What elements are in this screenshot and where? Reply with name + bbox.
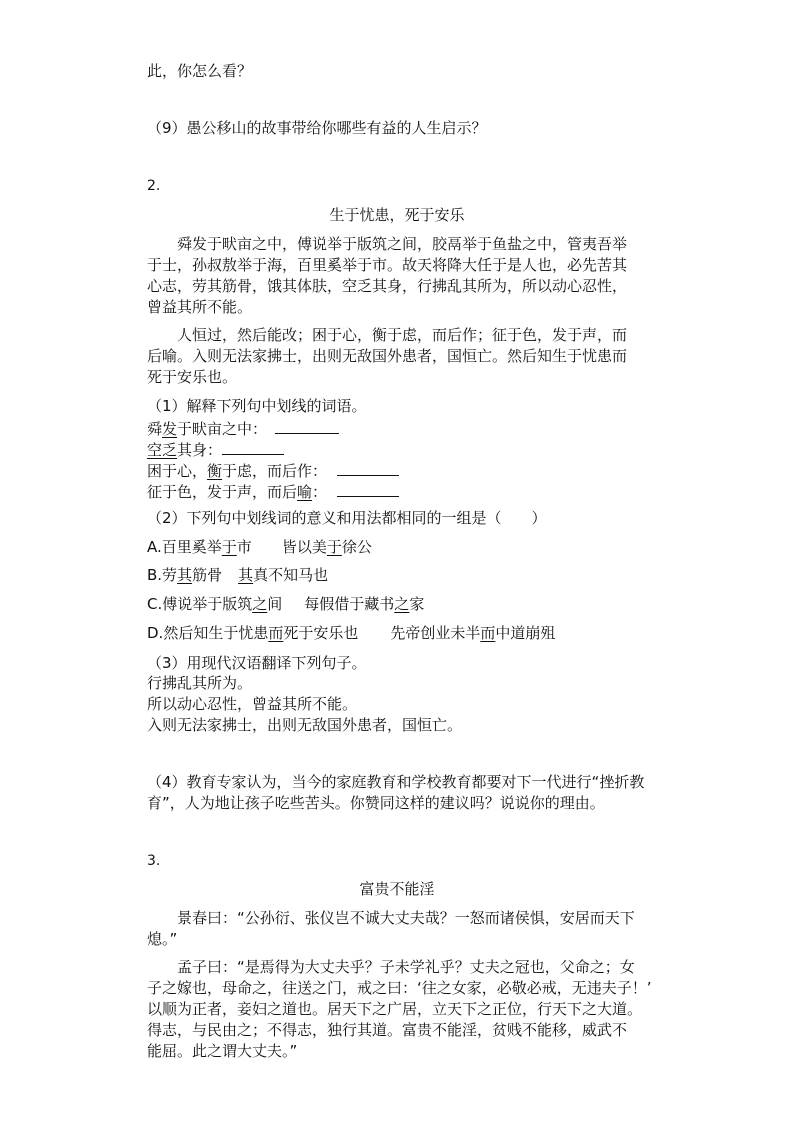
option-d[interactable]: D.然后知生于忧患而死于安乐也 先帝创业未半而中道崩殂 [147, 624, 556, 642]
answer-blank[interactable] [275, 418, 339, 434]
answer-blank[interactable] [337, 460, 399, 476]
passage-line: 后喻。入则无法家拂士，出则无敌国外患者，国恒亡。然后知生于忧患而 [147, 347, 628, 365]
passage-line: 舜发于畎亩之中，傅说举于版筑之间，胶鬲举于鱼盐之中，管夷吾举 [177, 235, 628, 253]
option-c[interactable]: C.傅说举于版筑之间 每假借于藏书之家 [147, 595, 425, 613]
section-2-title: 生于忧患，死于安乐 [329, 206, 465, 224]
section-3-title: 富贵不能淫 [359, 880, 435, 898]
option-a[interactable]: A.百里奚举于市 皆以美于徐公 [147, 538, 372, 556]
passage-line: 子之嫁也，母命之，往送之门，戒之曰：‘往之女家，必敬必戒，无违夫子！’ [147, 979, 652, 997]
answer-blank[interactable] [222, 439, 284, 455]
passage-line: 心志，劳其筋骨，饿其体肤，空乏其身，行拂乱其所为，所以动心忍性， [147, 277, 628, 295]
passage-line: 熄。” [147, 930, 178, 948]
question-3-sentence: 所以动心忍性，曾益其所不能。 [147, 695, 358, 713]
passage-line: 孟子曰：“是焉得为大丈夫乎？子未学礼乎？丈夫之冠也，父命之；女 [177, 958, 635, 976]
question-9: （9）愚公移山的故事带给你哪些有益的人生启示？ [147, 119, 487, 137]
question-3-sentence: 行拂乱其所为。 [147, 674, 253, 692]
question-4-line: （4）教育专家认为，当今的家庭教育和学校教育都要对下一代进行“挫折教 [147, 773, 645, 791]
question-1-item: 征于色，发于声，而后喻： [147, 481, 399, 502]
question-1-item: 舜发于畎亩之中： [147, 418, 339, 439]
section-3-number: 3. [147, 853, 161, 869]
passage-line: 以顺为正者，妾妇之道也。居天下之广居，立天下之正位，行天下之大道。 [147, 1000, 643, 1018]
question-1-prompt: （1）解释下列句中划线的词语。 [147, 397, 367, 415]
question-tail: 此，你怎么看？ [147, 62, 253, 80]
question-2-prompt: （2）下列句中划线词的意义和用法都相同的一组是（ ） [147, 509, 547, 527]
question-1-item: 困于心，衡于虑，而后作： [147, 460, 399, 481]
passage-line: 人恒过，然后能改；困于心，衡于虑，而后作；征于色，发于声，而 [177, 326, 628, 344]
answer-blank[interactable] [337, 481, 399, 497]
passage-line: 得志，与民由之；不得志，独行其道。富贵不能淫，贫贱不能移，威武不 [147, 1021, 628, 1039]
section-2-number: 2. [147, 178, 161, 194]
passage-line: 曾益其所不能。 [147, 298, 253, 316]
question-3-prompt: （3）用现代汉语翻译下列句子。 [147, 654, 367, 672]
passage-line: 景春曰：“公孙衍、张仪岂不诚大丈夫哉？一怒而诸侯惧，安居而天下 [177, 909, 635, 927]
passage-line: 能屈。此之谓大丈夫。” [147, 1042, 298, 1060]
question-4-line: 育”，人为地让孩子吃些苦头。你赞同这样的建议吗？说说你的理由。 [147, 794, 605, 812]
question-3-sentence: 入则无法家拂士，出则无敌国外患者，国恒亡。 [147, 716, 463, 734]
passage-line: 死于安乐也。 [147, 368, 238, 386]
passage-line: 于士，孙叔敖举于海，百里奚举于市。故天将降大任于是人也，必先苦其 [147, 256, 628, 274]
question-1-item: 空乏其身： [147, 439, 284, 460]
option-b[interactable]: B.劳其筋骨 其真不知马也 [147, 566, 329, 584]
